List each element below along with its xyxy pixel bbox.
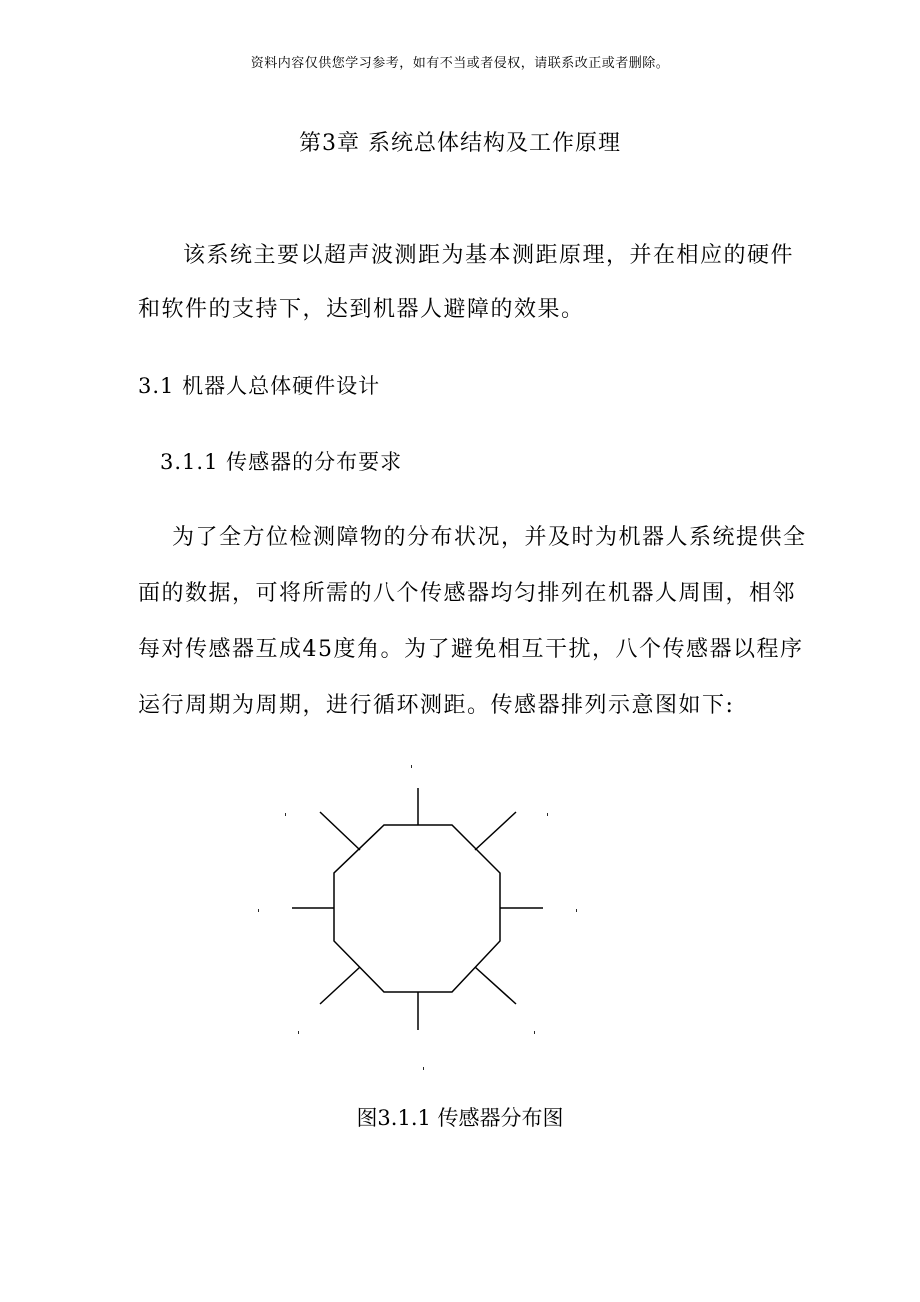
sensor-line-top-left [320,812,360,850]
tick-mark-bottom-right: ' [533,1029,537,1042]
section-heading: 3.1 机器人总体硬件设计 [138,374,381,398]
intro-line-2: 和软件的支持下，达到机器人避障的效果。 [138,297,585,322]
body-line-4: 运行周期为周期，进行循环测距。传感器排列示意图如下: [138,693,735,718]
body-line-2: 面的数据，可将所需的八个传感器均匀排列在机器人周围，相邻 [138,581,797,606]
tick-mark-bottom-left: ' [297,1029,301,1042]
sensor-line-top-right [475,812,516,850]
tick-mark-top-left: ' [284,811,288,824]
tick-mark-top-right: ' [546,811,550,824]
tick-mark-left: ' [257,907,261,920]
intro-line-1: 该系统主要以超声波测距为基本测距原理，并在相应的硬件 [183,243,795,268]
tick-mark-top: ' [410,763,414,776]
copyright-notice: 资料内容仅供您学习参考，如有不当或者侵权，请联系改正或者删除。 [250,56,670,71]
sensor-line-bottom-left [320,967,360,1004]
chapter-title: 第3章 系统总体结构及工作原理 [299,131,621,156]
sensor-line-bottom-right [475,967,516,1004]
subsection-heading: 3.1.1 传感器的分布要求 [160,450,403,474]
figure-caption: 图3.1.1 传感器分布图 [356,1106,564,1130]
tick-mark-right: ' [575,907,579,920]
body-line-1: 为了全方位检测障物的分布状况，并及时为机器人系统提供全 [172,525,807,550]
body-line-3: 每对传感器互成45度角。为了避免相互干扰，八个传感器以程序 [138,637,804,662]
tick-mark-bottom: ' [422,1065,426,1078]
